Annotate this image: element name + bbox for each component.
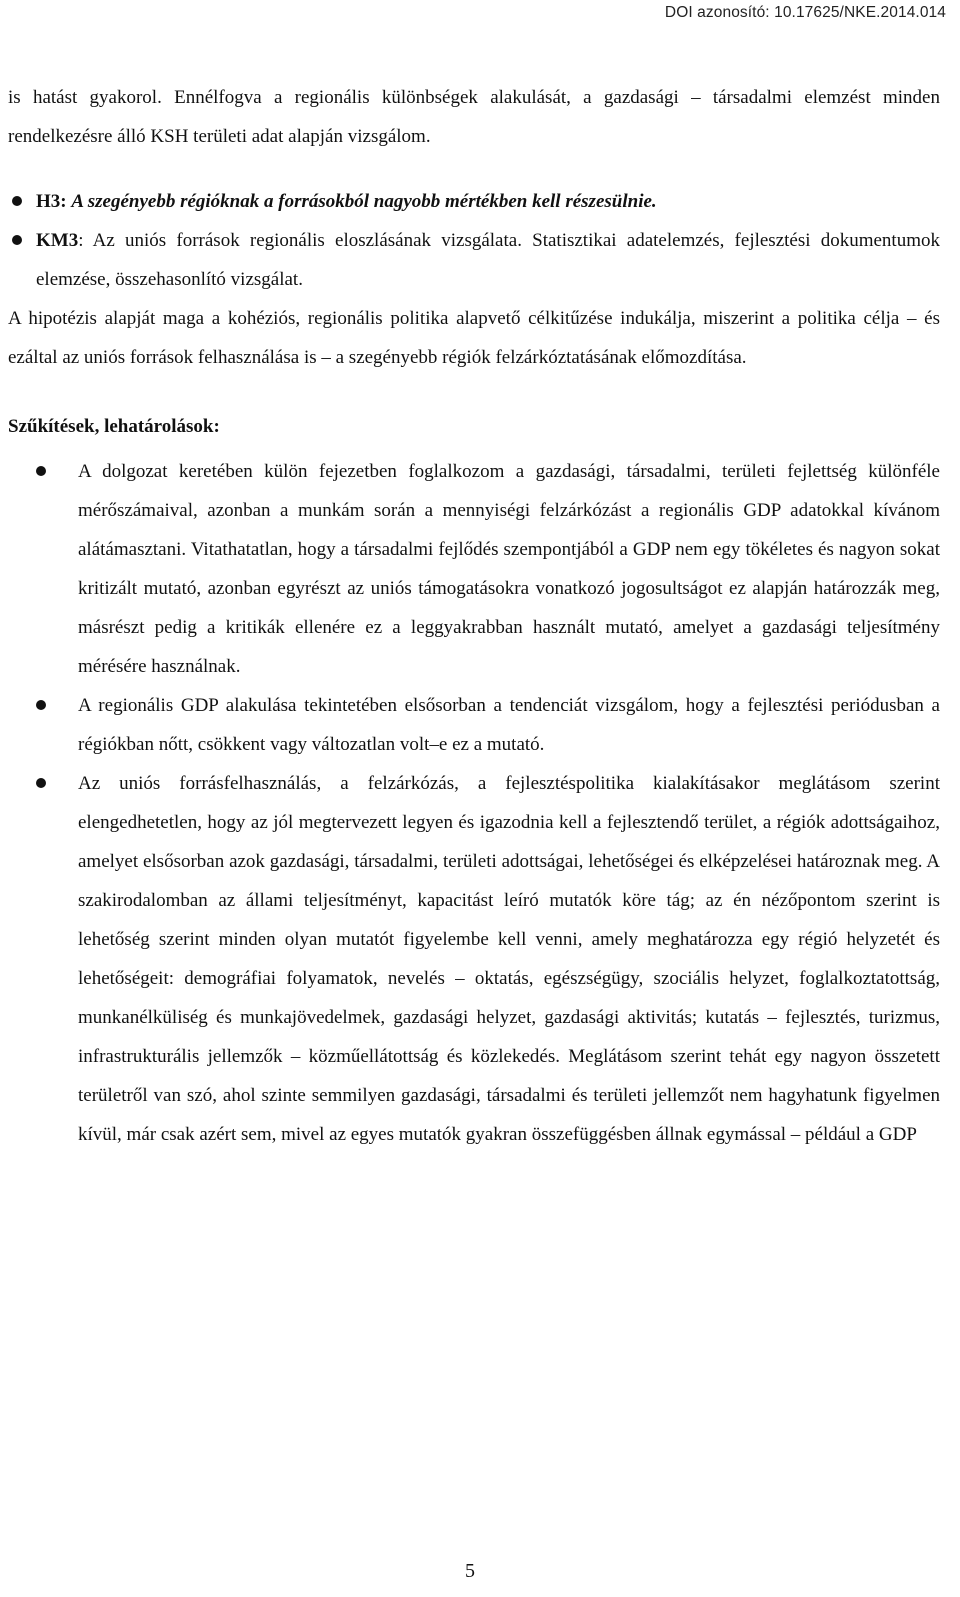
limitation-text: A regionális GDP alakulása tekintetében elsősorban a tendenciát vizsgálom, hogy a fejlesztési periódusban a régiókban nőtt, csökkent vagy változatlan volt–e ez a mutató. [78,695,940,755]
limitation-text: Az uniós forrásfelhasználás, a felzárkózás, a fejlesztéspolitika kialakításakor meglátásom szerint elengedhetetlen, hogy az jól megtervezett legyen és igazodnia kell a fejlesztendő terület, a régiók adottságaihoz, amelyet elsősorban azok gazdasági, társadalmi, területi adottságai, lehetőségei és elképzelései határoznak meg. A szakirodalomban az állami teljesítményt, kapacitást leíró mutatók köre tág; az én nézőpontom szerint is lehetőség szerint minden olyan mutatót figyelembe kell venni, amely meghatározza egy régió helyzetét és lehetőségeit: demográfiai folyamatok, nevelés – oktatás, egészségügy, szociális helyzet, foglalkoztatottság, munkanélküliség és munkajövedelmek, gazdasági helyzet, gazdasági aktivitás; kutatás – fejlesztés, turizmus, infrastrukturális jellemzők – közműellátottság és közlekedés. Meglátásom szerint tehát egy nagyon összetett területről van szó, ahol szinte semmilyen gazdasági, társadalmi és területi jellemzőt nem hagyhatunk figyelmen kívül, már csak azért sem, mivel az egyes mutatók gyakran összefüggésben állnak egymással – például a GDP [78,773,940,1145]
bullet-icon [36,778,46,788]
limitation-item [8,452,940,686]
hypothesis-km3-item [8,221,940,299]
hypothesis-h3-text [36,182,940,221]
km3-description: : Az uniós források regionális eloszlásának vizsgálata. Statisztikai adatelemzés, fejlesztési dokumentumok elemzése, összehasonlító vizsgálat. [36,230,940,290]
limitation-item [8,686,940,764]
page-body [8,78,940,1154]
km3-label: KM3 [36,230,79,251]
bullet-icon [12,196,22,206]
hypothesis-explanation: A hipotézis alapját maga a kohéziós, regionális politika alapvető célkitűzése indukálja, miszerint a politika célja – és ezáltal az uniós források felhasználása is – a szegényebb régiók felzárkóztatásának előmozdítása. [8,308,940,368]
limitation-item [8,764,940,1154]
h3-label: H3: [36,191,67,212]
section-heading: Szűkítések, lehatárolások: [8,416,220,437]
doi-header: DOI azonosító: 10.17625/NKE.2014.014 [664,4,946,21]
spacer [8,377,940,407]
hypothesis-h3-item [8,182,940,221]
intro-paragraph: is hatást gyakorol. Ennélfogva a regionális különbségek alakulását, a gazdasági – társadalmi elemzést minden rendelkezésre álló KSH területi adat alapján vizsgálom. [8,87,940,147]
limitation-text: A dolgozat keretében külön fejezetben foglalkozom a gazdasági, társadalmi, területi fejlettség különféle mérőszámaival, azonban a munkám során a mennyiségi felzárkózást a regionális GDP adatokkal kívánom alátámasztani. Vitathatatlan, hogy a társadalmi fejlődés szempontjából a GDP nem egy tökéletes és nagyon sokat kritizált mutató, azonban egyrészt az uniós támogatásokra vonatkozó jogosultságot ez alapján határozzák meg, másrészt pedig a kritikák ellenére ez a leggyakrabban használt mutató, amelyet a gazdasági teljesítmény mérésére használnak. [78,461,940,677]
spacer [8,156,940,182]
bullet-icon [12,235,22,245]
bullet-icon [36,700,46,710]
h3-statement: A szegényebb régióknak a forrásokból nagyobb mértékben kell részesülnie. [71,191,657,212]
hypothesis-km3-text [36,221,940,299]
bullet-icon [36,466,46,476]
page-number: 5 [465,1560,475,1582]
